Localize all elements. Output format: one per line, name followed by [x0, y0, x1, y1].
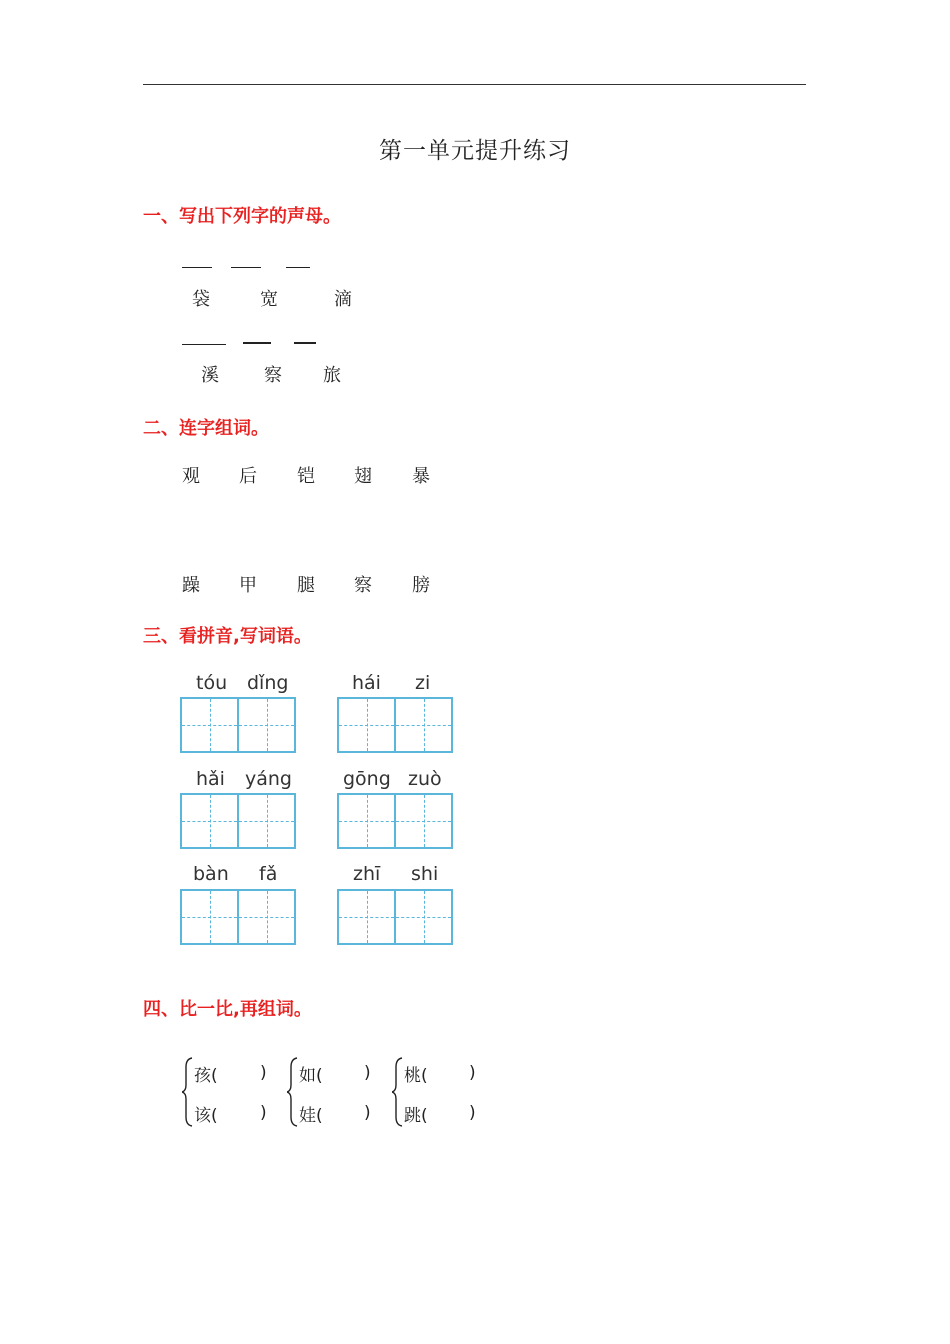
word-char: 该( — [194, 1106, 218, 1126]
pinyin: bàn — [193, 863, 229, 885]
close-paren: ) — [260, 1063, 267, 1083]
pinyin: shi — [411, 863, 439, 885]
char: 滴 — [334, 289, 352, 310]
answer-blank[interactable] — [294, 342, 316, 344]
compare-group — [287, 1057, 387, 1127]
section-2-heading: 二、连字组词。 — [143, 418, 269, 439]
compare-group — [392, 1057, 492, 1127]
match-char[interactable]: 翅 — [354, 466, 372, 487]
brace-icon — [182, 1057, 194, 1127]
match-char[interactable]: 躁 — [182, 575, 200, 596]
close-paren: ) — [364, 1063, 371, 1083]
writing-grid[interactable] — [180, 889, 296, 945]
pinyin: zi — [415, 672, 431, 694]
match-char[interactable]: 膀 — [412, 575, 430, 596]
match-char[interactable]: 观 — [182, 466, 200, 487]
section-1-heading: 一、写出下列字的声母。 — [143, 206, 341, 227]
pinyin: zuò — [408, 768, 442, 790]
answer-blank[interactable] — [286, 267, 310, 268]
word-char: 孩( — [194, 1066, 218, 1086]
close-paren: ) — [469, 1103, 476, 1123]
close-paren: ) — [469, 1063, 476, 1083]
char: 宽 — [260, 289, 278, 310]
pinyin: fǎ — [259, 863, 278, 885]
writing-grid[interactable] — [337, 889, 453, 945]
writing-grid[interactable] — [337, 697, 453, 753]
pinyin: hái — [352, 672, 381, 694]
match-char[interactable]: 甲 — [239, 575, 257, 596]
char: 察 — [264, 365, 282, 386]
brace-icon — [287, 1057, 299, 1127]
compare-group — [182, 1057, 282, 1127]
answer-blank[interactable] — [182, 267, 212, 268]
answer-blank[interactable] — [243, 342, 271, 344]
page-title: 第一单元提升练习 — [379, 138, 571, 164]
answer-blank[interactable] — [231, 267, 261, 268]
section-4-heading: 四、比一比,再组词。 — [143, 999, 312, 1020]
word-char: 娃( — [299, 1106, 323, 1126]
answer-blank[interactable] — [182, 344, 226, 345]
match-char[interactable]: 察 — [354, 575, 372, 596]
word-char: 如( — [299, 1066, 323, 1086]
writing-grid[interactable] — [337, 793, 453, 849]
brace-icon — [392, 1057, 404, 1127]
match-char[interactable]: 后 — [239, 466, 257, 487]
pinyin: gōng — [343, 768, 391, 790]
close-paren: ) — [364, 1103, 371, 1123]
close-paren: ) — [260, 1103, 267, 1123]
pinyin: hǎi — [196, 768, 225, 790]
pinyin: tóu — [196, 672, 228, 694]
pinyin: dǐng — [247, 672, 289, 694]
word-char: 桃( — [404, 1066, 428, 1086]
char: 袋 — [192, 289, 210, 310]
writing-grid[interactable] — [180, 697, 296, 753]
match-char[interactable]: 铠 — [297, 466, 315, 487]
pinyin: yáng — [245, 768, 292, 790]
pinyin: zhī — [353, 863, 381, 885]
word-char: 跳( — [404, 1106, 428, 1126]
match-char[interactable]: 腿 — [297, 575, 315, 596]
char: 旅 — [323, 365, 341, 386]
match-char[interactable]: 暴 — [412, 466, 430, 487]
section-3-heading: 三、看拼音,写词语。 — [143, 626, 312, 647]
top-rule — [143, 84, 806, 85]
writing-grid[interactable] — [180, 793, 296, 849]
char: 溪 — [201, 365, 219, 386]
